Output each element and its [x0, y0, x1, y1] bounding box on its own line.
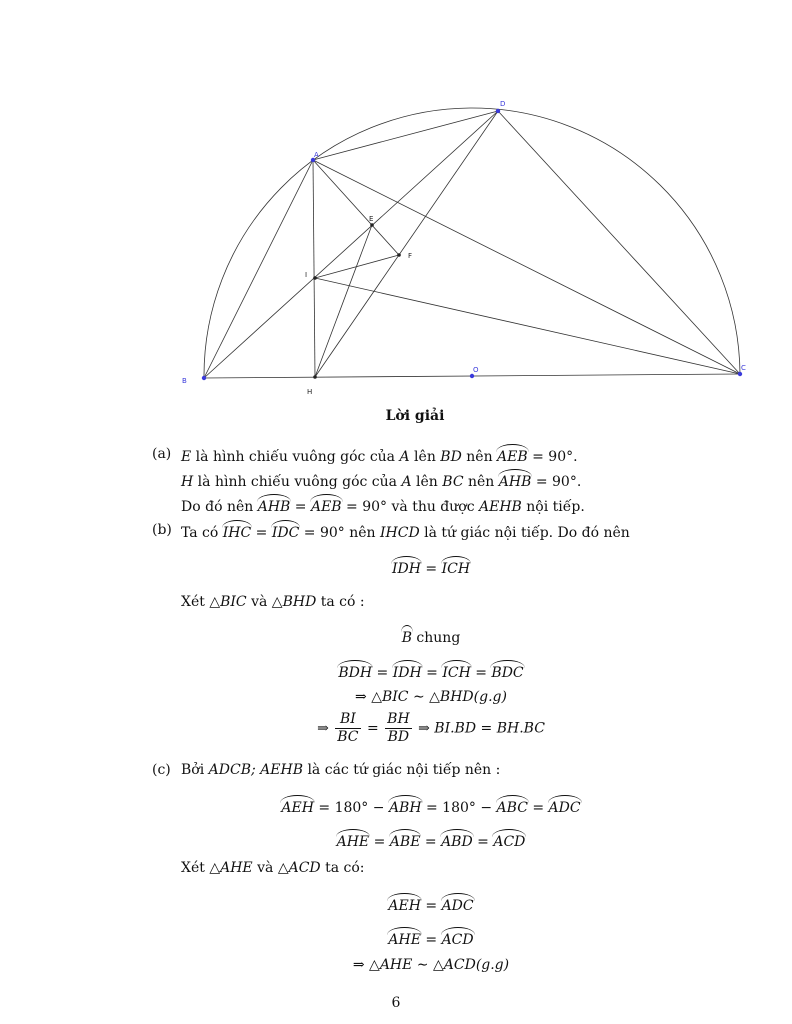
point-B — [202, 376, 206, 380]
label-A: A — [314, 151, 319, 159]
label-I: I — [305, 271, 308, 279]
segment-DH — [315, 111, 498, 377]
segment-AB — [204, 160, 313, 378]
part-a-line-3: Do đó nên AHB = AEB = 90° và thu được AEHB nội tiếp. — [181, 496, 585, 515]
point-O — [470, 374, 474, 378]
point-H — [313, 375, 317, 379]
label-B: B — [182, 377, 187, 385]
segment-IF — [315, 255, 399, 278]
segment-EH — [315, 225, 372, 377]
segment-IC — [315, 278, 740, 374]
part-c-similar: ⇒ △AHE ∼ △ACD(g.g) — [352, 957, 510, 973]
solution-title: Lời giải — [385, 408, 445, 424]
segment-AC — [313, 160, 740, 374]
label-H: H — [307, 388, 313, 396]
segment-AF — [313, 160, 399, 255]
point-I — [313, 276, 317, 280]
segment-DC — [498, 111, 740, 374]
label-D: D — [500, 100, 506, 108]
point-D — [496, 109, 500, 113]
part-c-eq-3: AEH = ADC — [0, 895, 792, 914]
part-b-eq-1: IDH = ICH — [0, 558, 792, 577]
segment-BD — [204, 111, 498, 378]
part-c-tag: (c) — [152, 762, 171, 778]
label-O: O — [473, 366, 479, 374]
part-c-eq-1: AEH = 180° − ABH = 180° − ABC = ADC — [0, 797, 792, 816]
point-C — [738, 372, 742, 376]
part-c-consider: Xét △AHE và △ACD ta có: — [181, 860, 365, 876]
label-F: F — [408, 252, 413, 260]
part-c-line-1: Bởi ADCB; AEHB là các tứ giác nội tiếp nên : — [181, 762, 501, 778]
part-a-line-2: H là hình chiếu vuông góc của A lên BC nên AHB = 90°. — [181, 471, 581, 490]
segment-AH — [313, 160, 315, 377]
geometry-figure — [0, 0, 792, 400]
part-b-chain: BDH = IDH = ICH = BDC — [0, 662, 792, 681]
part-a-line-1: E là hình chiếu vuông góc của A lên BD nên AEB = 90°. — [181, 446, 578, 465]
part-b-similar: ⇒ △BIC ∼ △BHD(g.g) — [355, 689, 507, 705]
part-b-line-1: Ta có IHC = IDC = 90° nên IHCD là tứ giác nội tiếp. Do đó nên — [181, 522, 630, 541]
part-c-eq-4: AHE = ACD — [0, 929, 792, 948]
part-a-tag: (a) — [152, 446, 172, 462]
part-b-common: B chung — [0, 627, 792, 646]
page-number: 6 — [391, 995, 401, 1011]
point-F — [397, 253, 401, 257]
part-b-tag: (b) — [152, 522, 172, 538]
part-b-consider: Xét △BIC và △BHD ta có : — [181, 594, 365, 610]
label-E: E — [369, 215, 374, 223]
segment-AD — [313, 111, 498, 160]
part-b-fraction-eq: ⇒ $\frac{BI}{BC}$ = $\frac{BH}{BD}$ ⇒ BI.BD = BH.BC — [317, 711, 545, 745]
label-C: C — [741, 364, 746, 372]
part-c-eq-2: AHE = ABE = ABD = ACD — [0, 831, 792, 850]
point-E — [370, 223, 374, 227]
